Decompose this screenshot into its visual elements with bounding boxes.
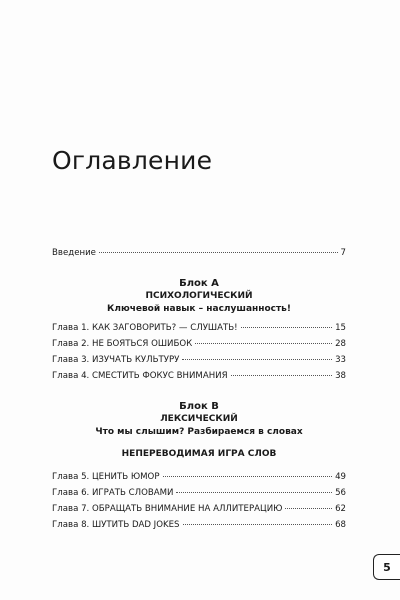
dot-leader — [241, 327, 332, 328]
block-a-subtitle: ПСИХОЛОГИЧЕСКИЙ — [145, 291, 253, 301]
dot-leader — [163, 476, 333, 477]
toc-entry-page: 38 — [335, 371, 346, 381]
block-a-tagline: Ключевой навык – наслушанность! — [107, 304, 291, 314]
block-b-subtitle: ЛЕКСИЧЕСКИЙ — [160, 414, 238, 424]
toc-entry-page: 62 — [335, 504, 346, 514]
toc-entry-page: 15 — [335, 323, 346, 333]
toc-entry-label: Глава 4. СМЕСТИТЬ ФОКУС ВНИМАНИЯ — [52, 371, 228, 381]
toc-entry-label: Глава 5. ЦЕНИТЬ ЮМОР — [52, 472, 160, 482]
dot-leader — [183, 524, 333, 525]
toc-entry-label: Глава 1. КАК ЗАГОВОРИТЬ? — СЛУШАТЬ! — [52, 323, 238, 333]
toc-entry-label: Глава 2. НЕ БОЯТЬСЯ ОШИБОК — [52, 339, 193, 349]
toc-entry-page: 68 — [335, 520, 346, 530]
toc-entry-chapter-7 — [52, 502, 346, 516]
dot-leader — [182, 359, 332, 360]
toc-entry-chapter-2 — [52, 337, 346, 351]
toc-entry-page: 28 — [335, 339, 346, 349]
toc-entry-chapter-5 — [52, 470, 346, 484]
toc-entry-page: 33 — [335, 355, 346, 365]
toc-entry-chapter-3 — [52, 353, 346, 367]
toc-entry-label: Глава 7. ОБРАЩАТЬ ВНИМАНИЕ НА АЛЛИТЕРАЦИЮ — [52, 504, 283, 514]
toc-entry-label: Глава 3. ИЗУЧАТЬ КУЛЬТУРУ — [52, 355, 180, 365]
toc-entry-page: 49 — [335, 472, 346, 482]
dot-leader — [231, 375, 332, 376]
dot-leader — [285, 508, 332, 509]
dot-leader — [176, 492, 332, 493]
toc-entry-intro — [52, 246, 346, 260]
dot-leader — [99, 252, 338, 253]
toc-entry-chapter-8 — [52, 518, 346, 532]
toc-entry-label: Глава 8. ШУТИТЬ DAD JOKES — [52, 520, 180, 530]
block-b-name: Блок В — [179, 401, 219, 412]
block-a-name: Блок А — [179, 278, 219, 289]
toc-entry-chapter-1 — [52, 321, 346, 335]
toc-entry-chapter-4 — [52, 369, 346, 383]
toc-entry-page: 7 — [340, 248, 346, 258]
page-number-tab: 5 — [373, 554, 400, 580]
toc-entry-label: Введение — [52, 248, 96, 258]
block-b-tagline: Что мы слышим? Разбираемся в словах — [95, 427, 303, 437]
block-b-section-title: НЕПЕРЕВОДИМАЯ ИГРА СЛОВ — [121, 449, 277, 459]
toc-entry-label: Глава 6. ИГРАТЬ СЛОВАМИ — [52, 488, 174, 498]
toc-entry-page: 56 — [335, 488, 346, 498]
dot-leader — [195, 343, 332, 344]
page-title: Оглавление — [52, 146, 213, 175]
toc-entry-chapter-6 — [52, 486, 346, 500]
